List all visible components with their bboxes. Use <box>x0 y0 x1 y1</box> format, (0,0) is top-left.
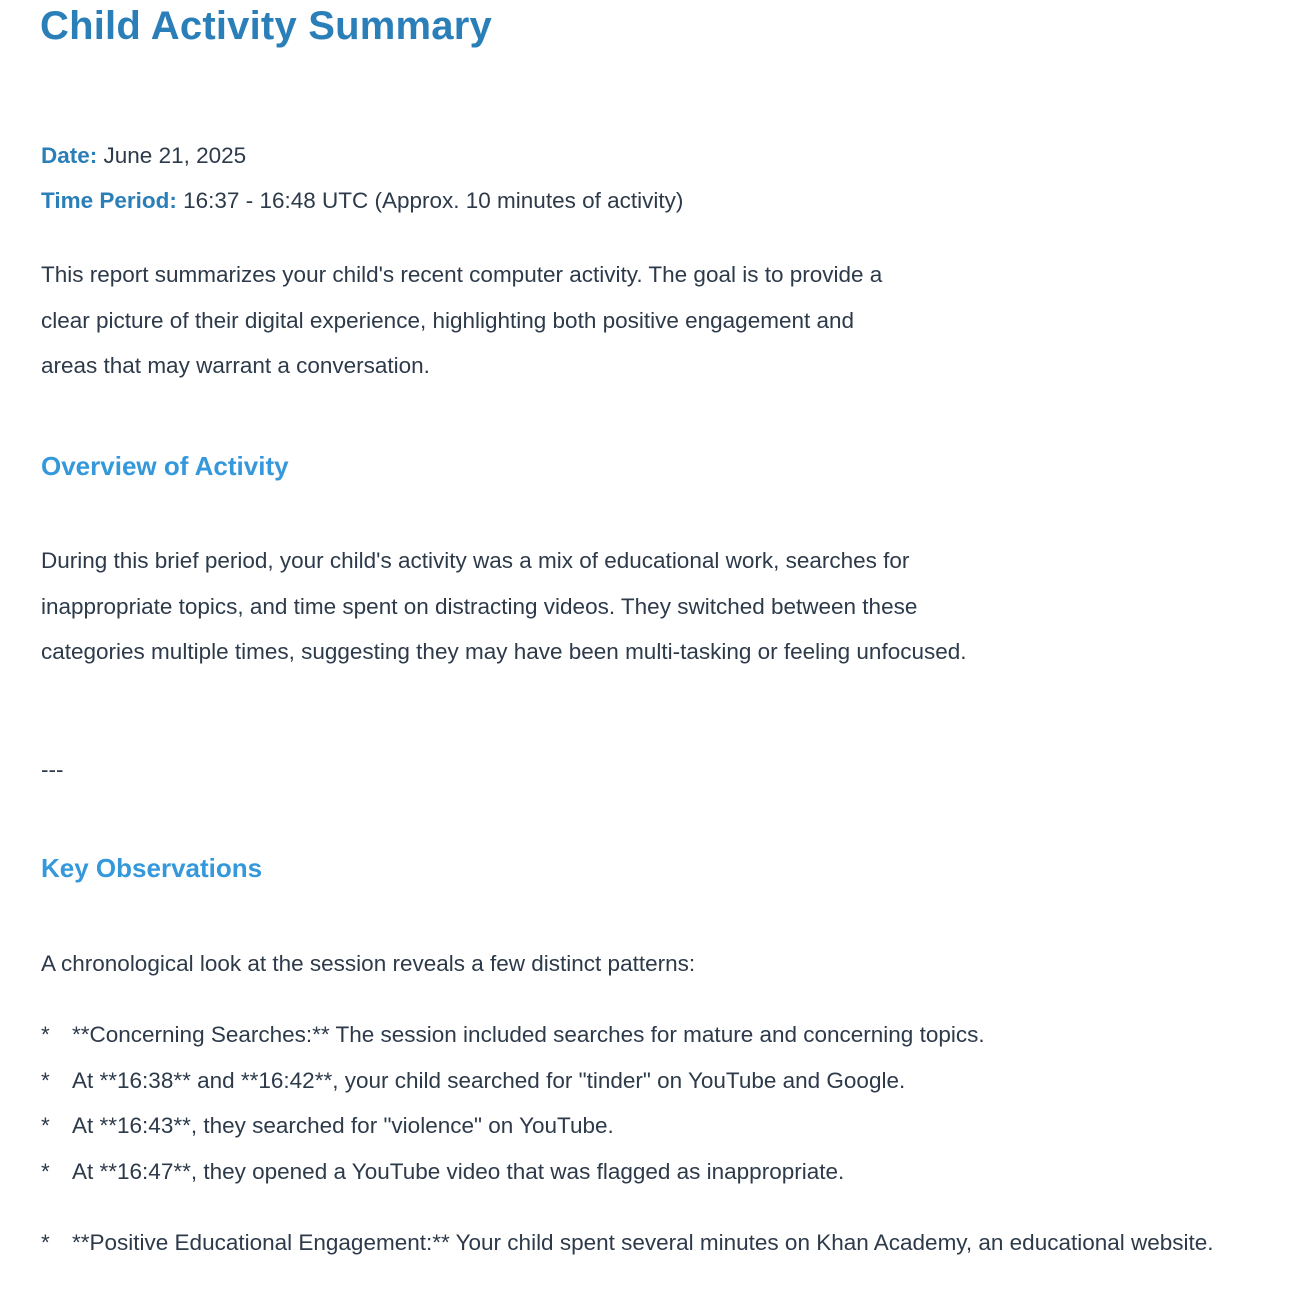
page-title: Child Activity Summary <box>40 4 492 48</box>
time-period-label: Time Period: <box>41 188 177 213</box>
date-line <box>41 145 246 168</box>
separator: --- <box>41 757 64 782</box>
intro-paragraph: This report summarizes your child's recent computer activity. The goal is to provide a clear picture of their digital experience, highlighting both positive engagement and areas that may warrant a conversation. <box>41 262 883 378</box>
bullet: * <box>41 1113 50 1138</box>
bullet: * <box>41 1022 50 1047</box>
list-item: * At **16:43**, they searched for "violence" on YouTube. <box>41 1103 1281 1149</box>
overview-heading: Overview of Activity <box>41 451 289 481</box>
overview-paragraph: During this brief period, your child's activity was a mix of educational work, searches for inappropriate topics, and time spent on distracting videos. They switched between these categories multiple times, suggesting they may have been multi-tasking or feeling unfocused. <box>41 548 967 664</box>
observations-list <box>41 1012 1281 1194</box>
list-item: * **Positive Educational Engagement:** Your child spent several minutes on Khan Academy, an educational website. <box>41 1220 1281 1266</box>
bullet: * <box>41 1158 50 1184</box>
list-item: * At **16:38** and **16:42**, your child searched for "tinder" on YouTube and Google. <box>41 1058 1281 1104</box>
observations-list-2 <box>41 1220 1281 1266</box>
bullet: * <box>41 1067 50 1093</box>
list-item: * At **16:47**, they opened a YouTube video that was flagged as inappropriate. <box>41 1149 1281 1195</box>
key-observations-heading: Key Observations <box>41 853 263 883</box>
date-value: June 21, 2025 <box>103 143 247 168</box>
time-period-line <box>41 190 683 213</box>
bullet: * <box>41 1230 50 1255</box>
list-item: * **Concerning Searches:** The session included searches for mature and concerning topics. <box>41 1012 1281 1058</box>
time-period-value: 16:37 - 16:48 UTC (Approx. 10 minutes of activity) <box>183 188 684 213</box>
key-observations-intro: A chronological look at the session reveals a few distinct patterns: <box>41 951 696 976</box>
date-label: Date: <box>41 143 98 168</box>
